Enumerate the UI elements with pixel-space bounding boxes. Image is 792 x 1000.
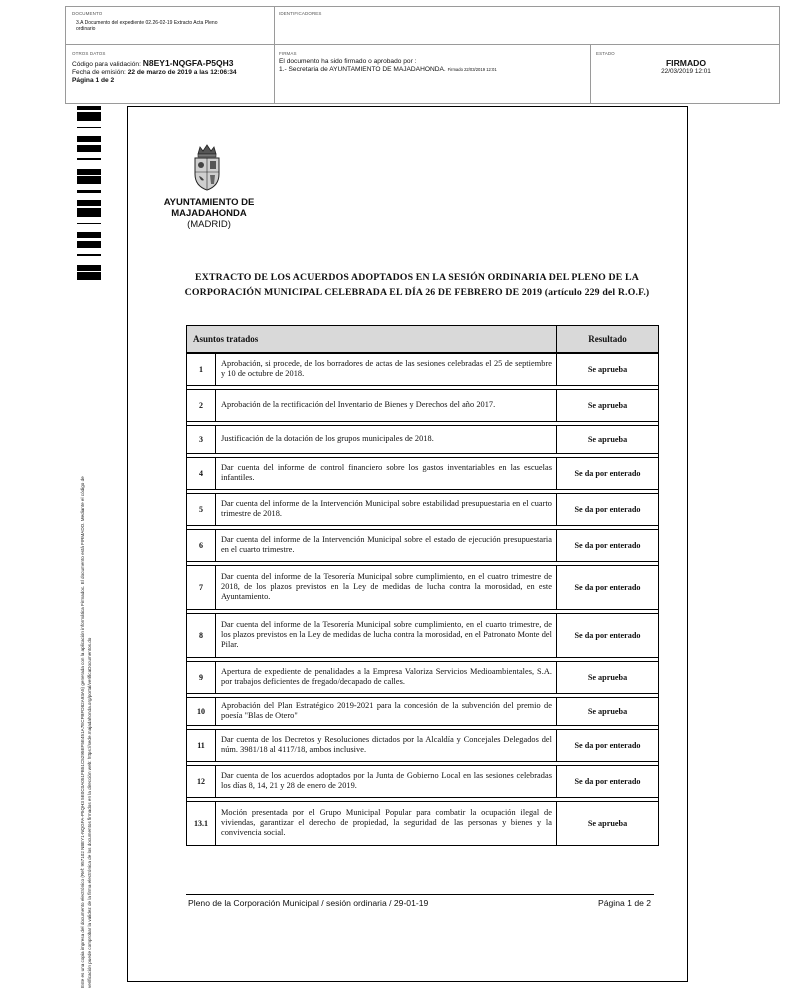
item-result: Se aprueba (557, 425, 659, 453)
item-number: 13.1 (187, 801, 216, 845)
item-description: Aprobación, si procede, de los borradores de actas de las sesiones celebradas el 25 de septiembre y 10 de octubre de 2018. (216, 353, 557, 385)
item-result: Se aprueba (557, 389, 659, 421)
table-row (187, 565, 659, 609)
firmante-fecha: Firmado 22/03/2019 12:01 (447, 67, 497, 72)
documento-value: 3.A Documento del expediente 02.26-02-19 Extracto Acta Pleno ordinario (76, 20, 218, 32)
institution-line3: (MADRID) (187, 219, 231, 230)
fecha-emision: 22 de marzo de 2019 a las 12:06:34 (127, 69, 237, 76)
documento-label: DOCUMENTO (72, 11, 103, 16)
table-row (187, 661, 659, 693)
table-row (187, 353, 659, 385)
item-description: Moción presentada por el Grupo Municipal Popular para combatir la ocupación ilegal de viviendas, garantizar el derecho de propiedad, la seguridad de las personas y bienes y la convivencia social. (216, 801, 557, 845)
table-row (187, 697, 659, 725)
title-line2: CORPORACIÓN MUNICIPAL CELEBRADA EL DÍA 26 DE FEBRERO DE 2019 (artículo 229 del R.O.F.) (184, 287, 650, 298)
item-result: Se aprueba (557, 661, 659, 693)
table-row (187, 389, 659, 421)
item-number: 11 (187, 729, 216, 761)
item-description: Justificación de la dotación de los grupos municipales de 2018. (216, 425, 557, 453)
header-pagina: Página 1 de 2 (72, 77, 115, 84)
item-number: 5 (187, 493, 216, 525)
item-description: Dar cuenta del informe de la Tesorería Municipal sobre cumplimiento, en el cuarto trimestre, de los plazos previstos en la Ley de medidas de lucha contra la morosidad, en el Patronato Monte del Pilar. (216, 613, 557, 657)
table-row (187, 613, 659, 657)
item-description: Aprobación del Plan Estratégico 2019-2021 para la concesión de la subvención del premio de poesía "Blas de Otero" (216, 697, 557, 725)
item-description: Apertura de expediente de penalidades a la Empresa Valoriza Servicios Medioambientales, S.A. por trabajos deficientes de fregado/decapado de calles. (216, 661, 557, 693)
table-row (187, 425, 659, 453)
item-result: Se aprueba (557, 353, 659, 385)
identificadores-label: IDENTIFICADORES (279, 11, 322, 16)
footer-page: Página 1 de 2 (598, 898, 652, 908)
item-description: Dar cuenta de los acuerdos adoptados por la Junta de Gobierno Local en las sesiones celebradas los días 8, 14, 21 y 28 de enero de 2019. (216, 765, 557, 797)
document-header (65, 6, 780, 104)
table-row (187, 493, 659, 525)
item-number: 9 (187, 661, 216, 693)
firmas-intro: El documento ha sido firmado o aprobado por : (279, 58, 417, 65)
item-result: Se da por enterado (557, 729, 659, 761)
item-number: 8 (187, 613, 216, 657)
title-line1: EXTRACTO DE LOS ACUERDOS ADOPTADOS EN LA SESIÓN ORDINARIA DEL PLENO DE LA (195, 272, 639, 283)
item-result: Se aprueba (557, 697, 659, 725)
item-result: Se da por enterado (557, 765, 659, 797)
verification-side-text (80, 298, 93, 988)
item-number: 3 (187, 425, 216, 453)
item-description: Dar cuenta del informe de la Tesorería Municipal sobre cumplimiento, en el cuatro trimestre de 2018, de los plazos previstos en la Ley de medidas de lucha contra la morosidad, en este Ayuntamiento. (216, 565, 557, 609)
item-number: 7 (187, 565, 216, 609)
item-description: Dar cuenta del informe de la Intervención Municipal sobre estabilidad presupuestaria en el cuarto trimestre de 2018. (216, 493, 557, 525)
agenda-table (186, 325, 659, 846)
side-text-line2: verificación puede comprobar la validez de la firma electrónica de los documentos firmados en la dirección web: https://sede.majadahonda.org/portal/verificaDocumentos.do (86, 637, 92, 988)
item-number: 1 (187, 353, 216, 385)
estado-value: FIRMADO (665, 58, 707, 68)
footer-rule (186, 894, 654, 895)
table-row (187, 801, 659, 845)
item-result: Se aprueba (557, 801, 659, 845)
item-number: 12 (187, 765, 216, 797)
item-result: Se da por enterado (557, 613, 659, 657)
item-number: 10 (187, 697, 216, 725)
item-description: Dar cuenta de los Decretos y Resoluciones dictados por la Alcaldía y Concejales Delegados del núm. 3981/18 al 4117/18, ambos inclusive. (216, 729, 557, 761)
otros-datos-label: OTROS DATOS (72, 51, 106, 56)
institution-name (156, 197, 262, 230)
institution-line1: AYUNTAMIENTO DE (163, 197, 255, 208)
estado-label: ESTADO (596, 51, 615, 56)
side-text-line1: Este es una copia impresa del documento electrónico (Ref: 957102 N8EY1-NQGFA-P5QH3 5E0C0A051FB51C5295EF5E451A7ECFBFD82A93A5) generada con la aplicación informática Firmadoc. El documento está FIRMADO. Mediante el código de (80, 476, 85, 988)
fecha-label: Fecha de emisión: (72, 69, 126, 76)
document-title (180, 270, 654, 300)
firmas-label: FIRMAS (279, 51, 297, 56)
item-description: Dar cuenta del informe de la Intervención Municipal sobre el estado de ejecución presupuestaria en el cuarto trimestre. (216, 529, 557, 561)
item-result: Se da por enterado (557, 529, 659, 561)
table-row (187, 457, 659, 489)
item-number: 4 (187, 457, 216, 489)
firmante: 1.- Secretaria de AYUNTAMIENTO DE MAJADAHONDA. (279, 66, 446, 73)
item-result: Se da por enterado (557, 493, 659, 525)
col-header-resultado: Resultado (557, 326, 659, 354)
estado-fecha: 22/03/2019 12:01 (661, 68, 711, 75)
item-result: Se da por enterado (557, 457, 659, 489)
item-number: 6 (187, 529, 216, 561)
item-number: 2 (187, 389, 216, 421)
coat-of-arms-icon (190, 144, 224, 192)
item-description: Aprobación de la rectificación del Inventario de Bienes y Derechos del año 2017. (216, 389, 557, 421)
footer-session: Pleno de la Corporación Municipal / sesión ordinaria / 29-01-19 (188, 898, 429, 908)
item-description: Dar cuenta del informe de control financiero sobre los gastos inventariables en las escuelas infantiles. (216, 457, 557, 489)
col-header-asuntos: Asuntos tratados (187, 326, 557, 354)
codigo-label: Código para validación: (72, 61, 141, 68)
table-row (187, 529, 659, 561)
barcode-image (77, 106, 101, 282)
codigo-validacion[interactable]: N8EY1-NQGFA-P5QH3 (142, 58, 234, 68)
institution-line2: MAJADAHONDA (171, 208, 247, 219)
table-row (187, 729, 659, 761)
table-row (187, 765, 659, 797)
item-result: Se da por enterado (557, 565, 659, 609)
